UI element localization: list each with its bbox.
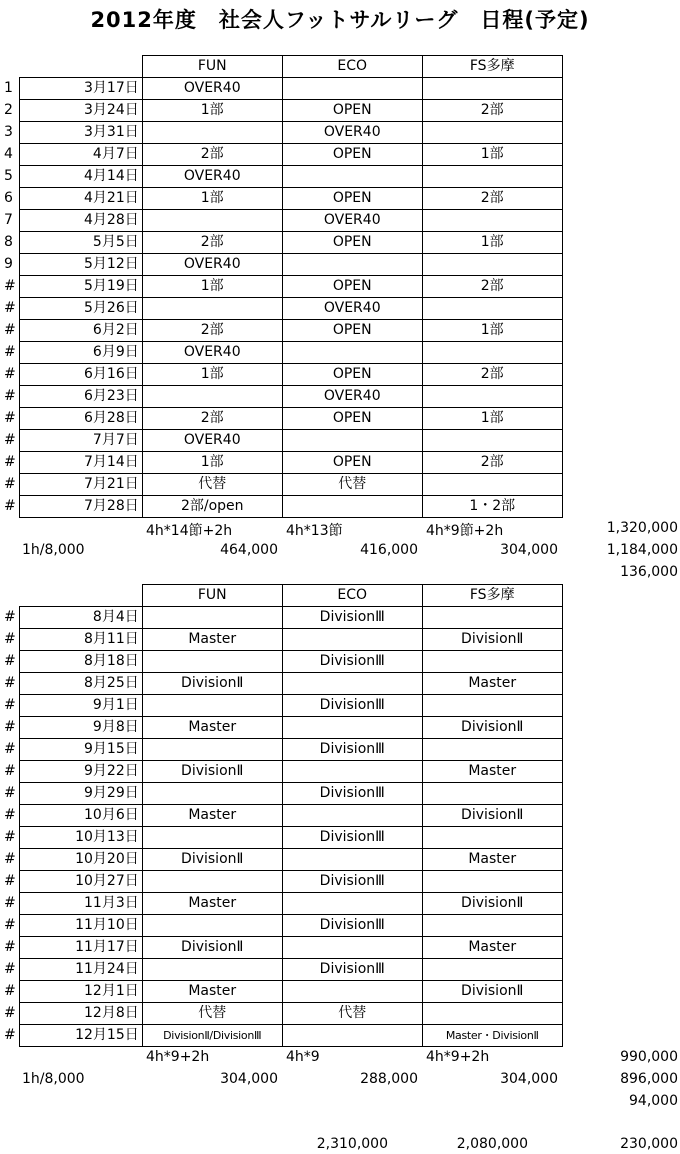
- cell-eco: OPEN: [282, 452, 422, 474]
- table-row: [0, 651, 562, 673]
- table-row: [0, 408, 562, 430]
- row-number: #: [4, 322, 16, 338]
- date-cell: 6月9日: [19, 342, 142, 364]
- date-cell: 5月12日: [19, 254, 142, 276]
- cell-fs: [422, 783, 562, 805]
- table-row: [0, 959, 562, 981]
- cell-fun: Master: [142, 805, 282, 827]
- cell-fs: [422, 342, 562, 364]
- table-row: [0, 276, 562, 298]
- cell-eco: OPEN: [282, 320, 422, 342]
- table-row: [0, 871, 562, 893]
- schedule-table-second-half: [0, 584, 563, 1047]
- table-row: [0, 761, 562, 783]
- hours-fs-2: 4h*9+2h: [426, 1049, 490, 1065]
- cell-fun: OVER40: [142, 430, 282, 452]
- cell-eco: [282, 805, 422, 827]
- cell-fs: [422, 474, 562, 496]
- date-cell: 8月4日: [19, 607, 142, 629]
- column-header-fun: FUN: [142, 585, 282, 607]
- row-number: 6: [4, 190, 13, 206]
- table-row: [0, 386, 562, 408]
- cell-fs: 2部: [422, 452, 562, 474]
- table-row: [0, 210, 562, 232]
- column-header-fs: FS多摩: [422, 56, 562, 78]
- table-row: [0, 364, 562, 386]
- cost-fun-2: 304,000: [220, 1071, 278, 1087]
- column-header-fun: FUN: [142, 56, 282, 78]
- date-cell: 6月23日: [19, 386, 142, 408]
- table-row: [0, 805, 562, 827]
- cell-fun: [142, 210, 282, 232]
- date-cell: 11月24日: [19, 959, 142, 981]
- row-number: #: [4, 807, 16, 823]
- diff-2: 94,000: [629, 1093, 678, 1109]
- cell-fun: OVER40: [142, 342, 282, 364]
- cell-eco: [282, 496, 422, 518]
- cell-eco: DivisionⅢ: [282, 871, 422, 893]
- cell-fun: 1部: [142, 452, 282, 474]
- table-row: [0, 254, 562, 276]
- cell-fun: 2部: [142, 408, 282, 430]
- row-number: #: [4, 344, 16, 360]
- table-row: [0, 607, 562, 629]
- table-row: [0, 496, 562, 518]
- date-cell: 12月8日: [19, 1003, 142, 1025]
- cell-fs: Master: [422, 937, 562, 959]
- table-row: [0, 452, 562, 474]
- cell-eco: [282, 673, 422, 695]
- row-number: 4: [4, 146, 13, 162]
- row-number: 3: [4, 124, 13, 140]
- cell-fs: DivisionⅡ: [422, 981, 562, 1003]
- cell-eco: OPEN: [282, 100, 422, 122]
- cell-fun: DivisionⅡ: [142, 937, 282, 959]
- table-row: [0, 78, 562, 100]
- row-number: 7: [4, 212, 13, 228]
- cell-eco: DivisionⅢ: [282, 695, 422, 717]
- row-number: #: [4, 1005, 16, 1021]
- cell-fs: 1・2部: [422, 496, 562, 518]
- row-number: #: [4, 873, 16, 889]
- page-title: 2012年度 社会人フットサルリーグ 日程(予定): [90, 8, 590, 32]
- table-row: [0, 915, 562, 937]
- cell-fun: [142, 915, 282, 937]
- hours-total-1: 1,320,000: [606, 520, 678, 536]
- table-row: [0, 122, 562, 144]
- row-number: #: [4, 983, 16, 999]
- table-row: [0, 893, 562, 915]
- cell-fun: 1部: [142, 364, 282, 386]
- table-row: [0, 232, 562, 254]
- cell-fun: Master: [142, 893, 282, 915]
- cell-eco: [282, 717, 422, 739]
- cell-eco: DivisionⅢ: [282, 783, 422, 805]
- cell-eco: [282, 166, 422, 188]
- cell-fs: DivisionⅡ: [422, 805, 562, 827]
- cell-fs: [422, 122, 562, 144]
- date-cell: 10月27日: [19, 871, 142, 893]
- row-number: 5: [4, 168, 13, 184]
- table-row: [0, 1025, 562, 1047]
- cell-eco: [282, 849, 422, 871]
- table-row: [0, 783, 562, 805]
- date-cell: 5月26日: [19, 298, 142, 320]
- cell-fs: DivisionⅡ: [422, 629, 562, 651]
- cell-fs: [422, 959, 562, 981]
- row-number: #: [4, 961, 16, 977]
- cell-fun: 1部: [142, 188, 282, 210]
- cell-eco: [282, 761, 422, 783]
- cell-fun: [142, 783, 282, 805]
- cost-fs-1: 304,000: [500, 542, 558, 558]
- cell-eco: DivisionⅢ: [282, 915, 422, 937]
- cell-fs: 2部: [422, 100, 562, 122]
- cell-fun: [142, 607, 282, 629]
- cell-eco: OPEN: [282, 364, 422, 386]
- grand-total-diff: 230,000: [620, 1136, 678, 1152]
- date-cell: 10月13日: [19, 827, 142, 849]
- row-number: #: [4, 697, 16, 713]
- cell-fs: [422, 430, 562, 452]
- rate-label-2: 1h/8,000: [22, 1071, 85, 1087]
- date-cell: 4月21日: [19, 188, 142, 210]
- row-number: #: [4, 432, 16, 448]
- row-number: 2: [4, 102, 13, 118]
- cost-total-1: 1,184,000: [606, 542, 678, 558]
- table-row: [0, 739, 562, 761]
- cell-eco: OVER40: [282, 298, 422, 320]
- cell-eco: OPEN: [282, 188, 422, 210]
- row-number: #: [4, 631, 16, 647]
- cell-fun: 2部: [142, 144, 282, 166]
- row-number: #: [4, 719, 16, 735]
- date-cell: 9月8日: [19, 717, 142, 739]
- cell-fun: 2部/open: [142, 496, 282, 518]
- cell-fs: [422, 607, 562, 629]
- cell-fs: [422, 386, 562, 408]
- cell-fun: DivisionⅡ/DivisionⅢ: [142, 1025, 282, 1047]
- cell-fs: [422, 210, 562, 232]
- hours-fun-2: 4h*9+2h: [146, 1049, 210, 1065]
- cell-fun: Master: [142, 629, 282, 651]
- date-cell: 8月25日: [19, 673, 142, 695]
- date-cell: 3月17日: [19, 78, 142, 100]
- cell-fun: OVER40: [142, 254, 282, 276]
- row-number: #: [4, 939, 16, 955]
- cell-fs: [422, 827, 562, 849]
- cell-fun: Master: [142, 717, 282, 739]
- cost-eco-2: 288,000: [360, 1071, 418, 1087]
- cost-fs-2: 304,000: [500, 1071, 558, 1087]
- cell-fun: 1部: [142, 276, 282, 298]
- cell-fs: Master: [422, 761, 562, 783]
- cell-eco: [282, 981, 422, 1003]
- cell-fs: [422, 78, 562, 100]
- date-cell: 9月1日: [19, 695, 142, 717]
- cell-eco: [282, 893, 422, 915]
- table-row: [0, 849, 562, 871]
- row-number: #: [4, 741, 16, 757]
- rate-label-1: 1h/8,000: [22, 542, 85, 558]
- cell-eco: OVER40: [282, 122, 422, 144]
- column-header-eco: ECO: [282, 585, 422, 607]
- cell-fs: Master: [422, 849, 562, 871]
- cell-fun: [142, 827, 282, 849]
- date-cell: 8月18日: [19, 651, 142, 673]
- table-row: [0, 673, 562, 695]
- cell-fs: 1部: [422, 320, 562, 342]
- hours-eco-1: 4h*13節: [286, 523, 343, 539]
- cell-eco: OPEN: [282, 276, 422, 298]
- row-number: #: [4, 763, 16, 779]
- grand-total-fs: 2,080,000: [456, 1136, 528, 1152]
- cell-fun: [142, 651, 282, 673]
- cell-eco: [282, 430, 422, 452]
- cell-fun: [142, 386, 282, 408]
- cost-eco-1: 416,000: [360, 542, 418, 558]
- cell-fs: [422, 915, 562, 937]
- cell-eco: [282, 254, 422, 276]
- cell-eco: [282, 1025, 422, 1047]
- date-cell: 3月31日: [19, 122, 142, 144]
- cell-fs: [422, 651, 562, 673]
- cell-eco: DivisionⅢ: [282, 827, 422, 849]
- row-number: #: [4, 917, 16, 933]
- cell-fs: [422, 166, 562, 188]
- table-row: [0, 342, 562, 364]
- date-cell: 5月19日: [19, 276, 142, 298]
- diff-1: 136,000: [620, 564, 678, 580]
- date-cell: 11月17日: [19, 937, 142, 959]
- row-number: #: [4, 851, 16, 867]
- table-row: [0, 981, 562, 1003]
- table-row: [0, 937, 562, 959]
- cell-fun: [142, 959, 282, 981]
- column-header-fs: FS多摩: [422, 585, 562, 607]
- row-number: #: [4, 476, 16, 492]
- cell-fun: [142, 871, 282, 893]
- cell-fs: [422, 254, 562, 276]
- date-cell: 6月28日: [19, 408, 142, 430]
- cell-fs: 2部: [422, 276, 562, 298]
- cell-fun: 1部: [142, 100, 282, 122]
- cell-fs: [422, 695, 562, 717]
- cell-fun: 2部: [142, 232, 282, 254]
- cell-eco: [282, 629, 422, 651]
- cell-fs: 2部: [422, 188, 562, 210]
- date-cell: 11月10日: [19, 915, 142, 937]
- hours-eco-2: 4h*9: [286, 1049, 320, 1065]
- date-cell: 11月3日: [19, 893, 142, 915]
- cell-fun: [142, 739, 282, 761]
- cell-fun: DivisionⅡ: [142, 849, 282, 871]
- date-cell: 7月14日: [19, 452, 142, 474]
- cell-fs: Master: [422, 673, 562, 695]
- table-row: [0, 1003, 562, 1025]
- cell-eco: [282, 342, 422, 364]
- hours-fs-1: 4h*9節+2h: [426, 523, 504, 539]
- cell-fs: DivisionⅡ: [422, 893, 562, 915]
- cell-fs: 1部: [422, 408, 562, 430]
- cell-fs: DivisionⅡ: [422, 717, 562, 739]
- cell-eco: [282, 937, 422, 959]
- header-row: [0, 585, 562, 607]
- cell-fun: [142, 122, 282, 144]
- cell-eco: OVER40: [282, 386, 422, 408]
- table-row: [0, 629, 562, 651]
- cell-eco: DivisionⅢ: [282, 607, 422, 629]
- date-cell: 5月5日: [19, 232, 142, 254]
- cell-fs: 1部: [422, 232, 562, 254]
- cell-eco: OVER40: [282, 210, 422, 232]
- date-cell: 10月20日: [19, 849, 142, 871]
- date-cell: 7月7日: [19, 430, 142, 452]
- date-cell: 4月7日: [19, 144, 142, 166]
- hours-fun-1: 4h*14節+2h: [146, 523, 233, 539]
- date-cell: 6月16日: [19, 364, 142, 386]
- date-cell: 9月29日: [19, 783, 142, 805]
- row-number: #: [4, 300, 16, 316]
- table-row: [0, 320, 562, 342]
- cell-fun: 代替: [142, 474, 282, 496]
- row-number: #: [4, 785, 16, 801]
- cell-fs: [422, 298, 562, 320]
- grand-total-eco: 2,310,000: [316, 1136, 388, 1152]
- row-number: #: [4, 895, 16, 911]
- row-number: #: [4, 653, 16, 669]
- date-cell: 12月1日: [19, 981, 142, 1003]
- cell-fun: Master: [142, 981, 282, 1003]
- table-row: [0, 827, 562, 849]
- cell-eco: OPEN: [282, 408, 422, 430]
- cell-eco: 代替: [282, 1003, 422, 1025]
- row-number: #: [4, 388, 16, 404]
- table-row: [0, 166, 562, 188]
- cell-fs: 1部: [422, 144, 562, 166]
- row-number: #: [4, 829, 16, 845]
- cost-total-2: 896,000: [620, 1071, 678, 1087]
- row-number: #: [4, 1027, 16, 1043]
- cell-fun: 2部: [142, 320, 282, 342]
- hours-total-2: 990,000: [620, 1049, 678, 1065]
- schedule-table-first-half: [0, 55, 563, 518]
- cell-eco: OPEN: [282, 232, 422, 254]
- date-cell: 7月28日: [19, 496, 142, 518]
- header-row: [0, 56, 562, 78]
- cell-fs: 2部: [422, 364, 562, 386]
- date-cell: 8月11日: [19, 629, 142, 651]
- cell-fun: DivisionⅡ: [142, 673, 282, 695]
- cell-eco: [282, 78, 422, 100]
- cell-fun: 代替: [142, 1003, 282, 1025]
- cell-fun: OVER40: [142, 166, 282, 188]
- cell-eco: DivisionⅢ: [282, 739, 422, 761]
- row-number: #: [4, 609, 16, 625]
- row-number: #: [4, 454, 16, 470]
- cell-eco: DivisionⅢ: [282, 651, 422, 673]
- row-number: #: [4, 366, 16, 382]
- cost-fun-1: 464,000: [220, 542, 278, 558]
- cell-eco: 代替: [282, 474, 422, 496]
- date-cell: 7月21日: [19, 474, 142, 496]
- cell-fs: [422, 739, 562, 761]
- table-row: [0, 474, 562, 496]
- date-cell: 4月28日: [19, 210, 142, 232]
- cell-fun: OVER40: [142, 78, 282, 100]
- row-number: #: [4, 278, 16, 294]
- date-cell: 12月15日: [19, 1025, 142, 1047]
- cell-fun: [142, 298, 282, 320]
- row-number: 9: [4, 256, 13, 272]
- cell-fs: Master・DivisionⅡ: [422, 1025, 562, 1047]
- date-cell: 6月2日: [19, 320, 142, 342]
- table-row: [0, 100, 562, 122]
- cell-fun: DivisionⅡ: [142, 761, 282, 783]
- date-cell: 9月15日: [19, 739, 142, 761]
- cell-fs: [422, 871, 562, 893]
- table-row: [0, 430, 562, 452]
- table-row: [0, 717, 562, 739]
- column-header-eco: ECO: [282, 56, 422, 78]
- cell-eco: DivisionⅢ: [282, 959, 422, 981]
- table-row: [0, 695, 562, 717]
- date-cell: 4月14日: [19, 166, 142, 188]
- date-cell: 3月24日: [19, 100, 142, 122]
- table-row: [0, 144, 562, 166]
- cell-eco: OPEN: [282, 144, 422, 166]
- cell-fun: [142, 695, 282, 717]
- date-cell: 9月22日: [19, 761, 142, 783]
- table-row: [0, 188, 562, 210]
- cell-fs: [422, 1003, 562, 1025]
- row-number: 1: [4, 80, 13, 96]
- row-number: #: [4, 675, 16, 691]
- row-number: 8: [4, 234, 13, 250]
- date-cell: 10月6日: [19, 805, 142, 827]
- row-number: #: [4, 410, 16, 426]
- table-row: [0, 298, 562, 320]
- row-number: #: [4, 498, 16, 514]
